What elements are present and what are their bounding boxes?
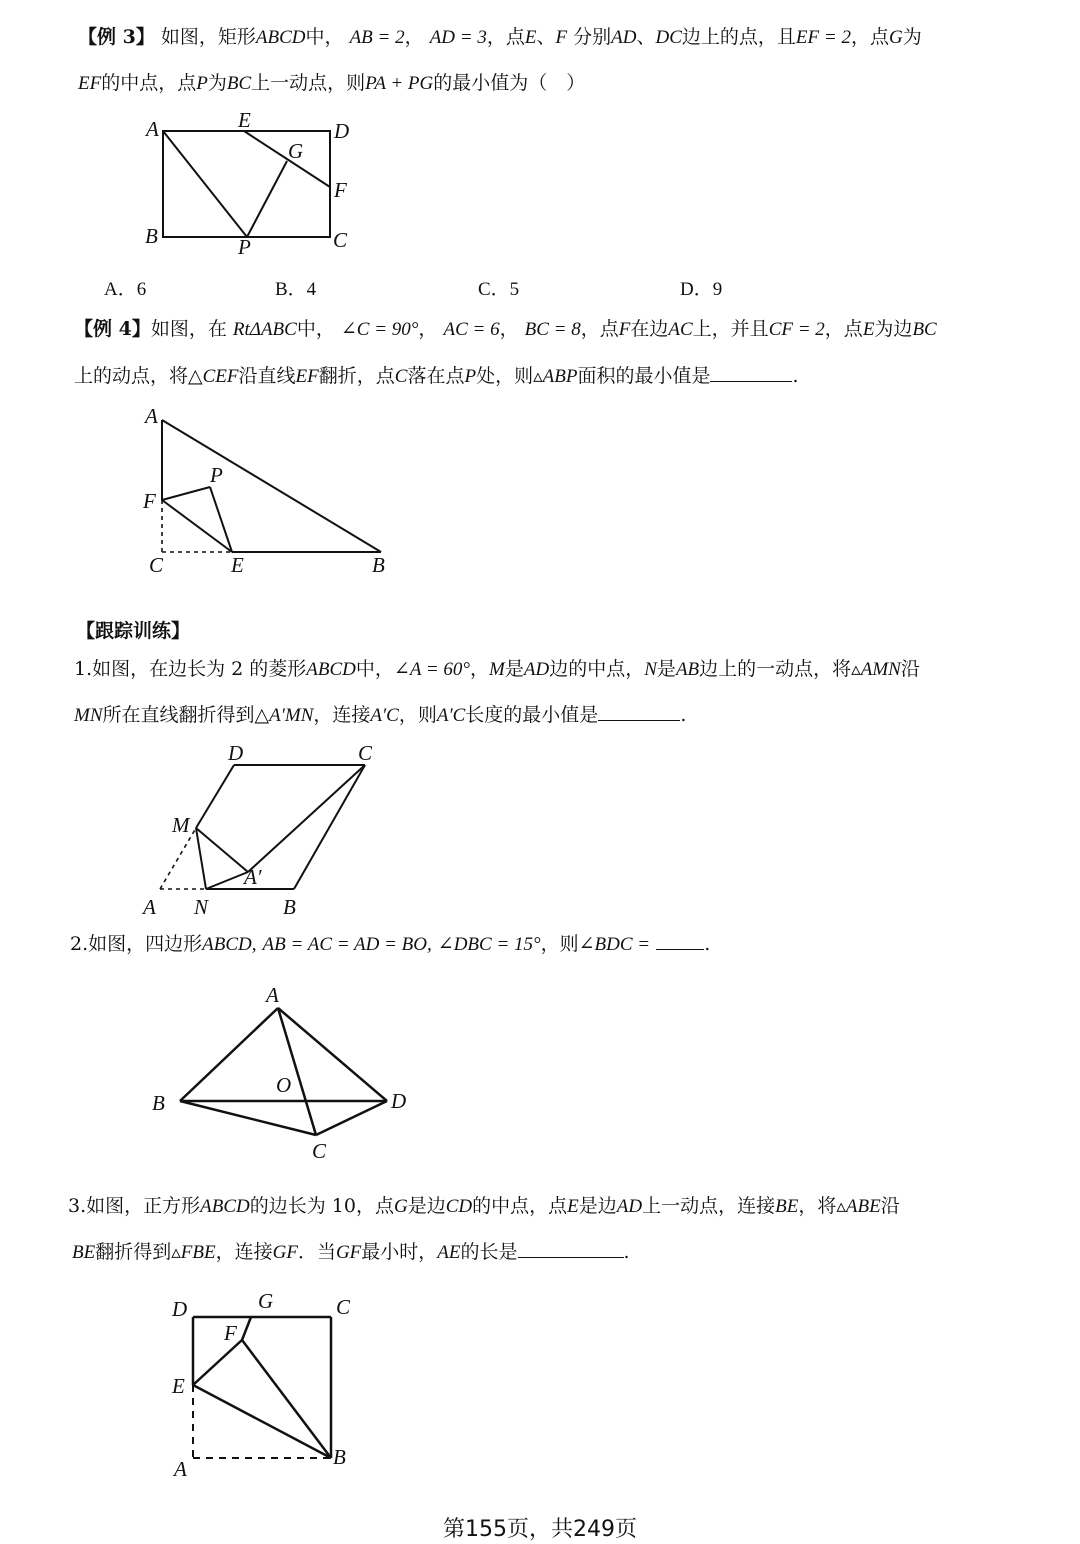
- math: E: [567, 1196, 579, 1217]
- text: 如图，矩形: [160, 26, 256, 48]
- segment-ef: [193, 1340, 242, 1385]
- text: ，则: [398, 704, 437, 726]
- label-A-prime: A′: [244, 865, 262, 889]
- option-a: A．6: [104, 279, 147, 300]
- math: AE: [437, 1242, 461, 1263]
- math: EF: [295, 366, 319, 387]
- label-F: F: [224, 1321, 237, 1345]
- text: 的边长为 10，点: [249, 1195, 394, 1217]
- math: BC = 8: [524, 319, 581, 340]
- segment-fg: [242, 1317, 251, 1340]
- text: 长度的最小值是: [465, 704, 599, 726]
- label-F: F: [143, 489, 156, 513]
- label-E: E: [231, 553, 244, 577]
- text: .: [680, 704, 687, 726]
- text: 中，: [296, 318, 335, 340]
- label-E: E: [238, 108, 251, 132]
- text: 所在直线翻折得到: [102, 704, 255, 726]
- label-D: D: [172, 1297, 188, 1321]
- math: GF: [272, 1242, 298, 1263]
- text: 如图，在: [150, 318, 227, 340]
- math: ∠C = 90°: [340, 319, 419, 340]
- text: 翻折得到: [95, 1241, 172, 1263]
- text: ，则: [540, 933, 579, 955]
- math: C: [394, 366, 408, 387]
- math: △A′MN: [254, 705, 314, 726]
- math: AC: [668, 319, 693, 340]
- text: ，: [470, 658, 490, 680]
- label-E: E: [172, 1374, 185, 1398]
- math: P: [464, 366, 477, 387]
- label-C: C: [333, 228, 348, 252]
- math: PA + PG: [365, 73, 434, 94]
- math: ▵ABP: [533, 366, 578, 387]
- math: AD: [616, 1196, 643, 1217]
- math: △CEF: [188, 366, 239, 387]
- label-D: D: [228, 741, 244, 765]
- math: ▵ABE: [836, 1196, 881, 1217]
- text: 沿直线: [238, 365, 296, 387]
- segment-fb: [242, 1340, 331, 1458]
- text: 是: [656, 658, 676, 680]
- math: A′C: [436, 705, 466, 726]
- math: F: [618, 319, 631, 340]
- math: M: [489, 659, 505, 680]
- label-N: N: [194, 895, 209, 919]
- math: EF = 2: [795, 27, 851, 48]
- math: CD: [445, 1196, 473, 1217]
- ex4-tag: 【例 4】: [74, 318, 151, 340]
- math: ∠A = 60°: [393, 659, 471, 680]
- option-d: D．9: [680, 279, 723, 300]
- text: 、: [536, 26, 556, 48]
- text: ，连接: [215, 1241, 273, 1263]
- math: AC = 6: [443, 319, 500, 340]
- text: 1.如图，在边长为 2 的菱形: [74, 658, 307, 680]
- text: 上的动点，将: [74, 365, 189, 387]
- text: ，连接: [313, 704, 371, 726]
- text: .: [792, 365, 799, 387]
- text: 分别: [573, 26, 612, 48]
- text: ，点: [486, 26, 525, 48]
- text: 落在点: [407, 365, 465, 387]
- math: EF: [78, 73, 102, 94]
- text: 为: [207, 72, 227, 94]
- math: AB = AC = AD = BO,: [262, 934, 432, 955]
- text: 边的中点，: [549, 658, 645, 680]
- text: 的最小值为（ ）: [433, 72, 586, 94]
- math: BE: [775, 1196, 799, 1217]
- math: BC: [226, 73, 252, 94]
- math: ∠DBC = 15°: [437, 934, 541, 955]
- math: E: [524, 27, 537, 48]
- label-G: G: [258, 1289, 274, 1313]
- math: G: [888, 27, 903, 48]
- math: AD = 3: [429, 27, 487, 48]
- text: 边上的点，且: [681, 26, 796, 48]
- text: 中，: [305, 26, 344, 48]
- text: ．当: [297, 1241, 336, 1263]
- label-B: B: [372, 553, 385, 577]
- label-D: D: [391, 1089, 407, 1113]
- label-G: G: [288, 139, 304, 163]
- text: 的中点，点: [472, 1195, 568, 1217]
- math: BC: [912, 319, 937, 340]
- label-D: D: [334, 119, 350, 143]
- text: ，点: [850, 26, 889, 48]
- math: AD: [611, 27, 637, 48]
- text: 沿: [880, 1195, 900, 1217]
- label-C: C: [149, 553, 164, 577]
- text: 的中点，点: [101, 72, 197, 94]
- math: ▵FBE: [171, 1242, 216, 1263]
- text: 是: [504, 658, 524, 680]
- label-B: B: [145, 224, 158, 248]
- text: 上一动点，则: [251, 72, 366, 94]
- label-B: B: [333, 1445, 346, 1469]
- math: ABCD: [255, 27, 306, 48]
- text: 2.如图，四边形: [70, 933, 203, 955]
- text: 处，则: [476, 365, 534, 387]
- math: AB = 2: [349, 27, 405, 48]
- math: F: [555, 27, 568, 48]
- math: ▵AMN: [851, 659, 901, 680]
- label-P: P: [238, 235, 251, 259]
- text: 是边: [407, 1195, 446, 1217]
- text: 上，并且: [692, 318, 769, 340]
- label-A: A: [146, 117, 159, 141]
- text: ，将: [798, 1195, 837, 1217]
- section-title: 【跟踪训练】: [76, 620, 191, 642]
- text: 3.如图，正方形: [68, 1195, 201, 1217]
- label-F: F: [334, 178, 347, 202]
- label-C: C: [312, 1139, 327, 1163]
- text: ，: [499, 318, 519, 340]
- math: ABCD,: [202, 934, 257, 955]
- math: ABCD: [200, 1196, 250, 1217]
- math: AB: [675, 659, 700, 680]
- label-A: A: [143, 895, 156, 919]
- math: ∠BDC =: [578, 934, 651, 955]
- math: MN: [74, 705, 103, 726]
- text: 边上的一动点，将: [699, 658, 852, 680]
- label-B: B: [283, 895, 296, 919]
- text: 是边: [578, 1195, 617, 1217]
- label-P: P: [210, 463, 223, 487]
- text: 的长是: [460, 1241, 518, 1263]
- text: .: [623, 1241, 630, 1263]
- math: G: [393, 1196, 408, 1217]
- text: ，点: [824, 318, 863, 340]
- text: 上一动点，连接: [642, 1195, 776, 1217]
- math: RtΔABC: [232, 319, 297, 340]
- math: E: [862, 319, 875, 340]
- ex3-tag: 【例 3】: [78, 26, 155, 48]
- math: AD: [523, 659, 550, 680]
- text: 在边: [630, 318, 669, 340]
- text: 最小时，: [361, 1241, 438, 1263]
- label-A: A: [174, 1457, 187, 1481]
- math: DC: [655, 27, 682, 48]
- label-C: C: [336, 1295, 351, 1319]
- text: ，: [404, 26, 424, 48]
- math: CF = 2: [768, 319, 825, 340]
- option-c: C．5: [478, 279, 520, 300]
- text: 为边: [874, 318, 913, 340]
- option-b: B．4: [275, 279, 317, 300]
- text: 中，: [355, 658, 394, 680]
- text: 、: [636, 26, 656, 48]
- math: P: [196, 73, 208, 94]
- label-C: C: [358, 741, 373, 765]
- label-A: A: [266, 983, 279, 1007]
- math: A′C: [370, 705, 399, 726]
- math: BE: [72, 1242, 96, 1263]
- text: .: [704, 933, 711, 955]
- math: N: [644, 659, 657, 680]
- text: 沿: [900, 658, 920, 680]
- label-O: O: [276, 1073, 292, 1097]
- text: ，点: [580, 318, 619, 340]
- text: ，: [418, 318, 438, 340]
- label-B: B: [152, 1091, 165, 1115]
- math: ABCD: [306, 659, 356, 680]
- text: 为: [902, 26, 922, 48]
- text: 面积的最小值是: [577, 365, 711, 387]
- text: 翻折，点: [318, 365, 395, 387]
- label-A: A: [145, 404, 158, 428]
- math: GF: [335, 1242, 362, 1263]
- label-M: M: [172, 813, 190, 837]
- segment-eb: [193, 1385, 331, 1458]
- page-footer: 第155页，共249页: [443, 1517, 637, 1542]
